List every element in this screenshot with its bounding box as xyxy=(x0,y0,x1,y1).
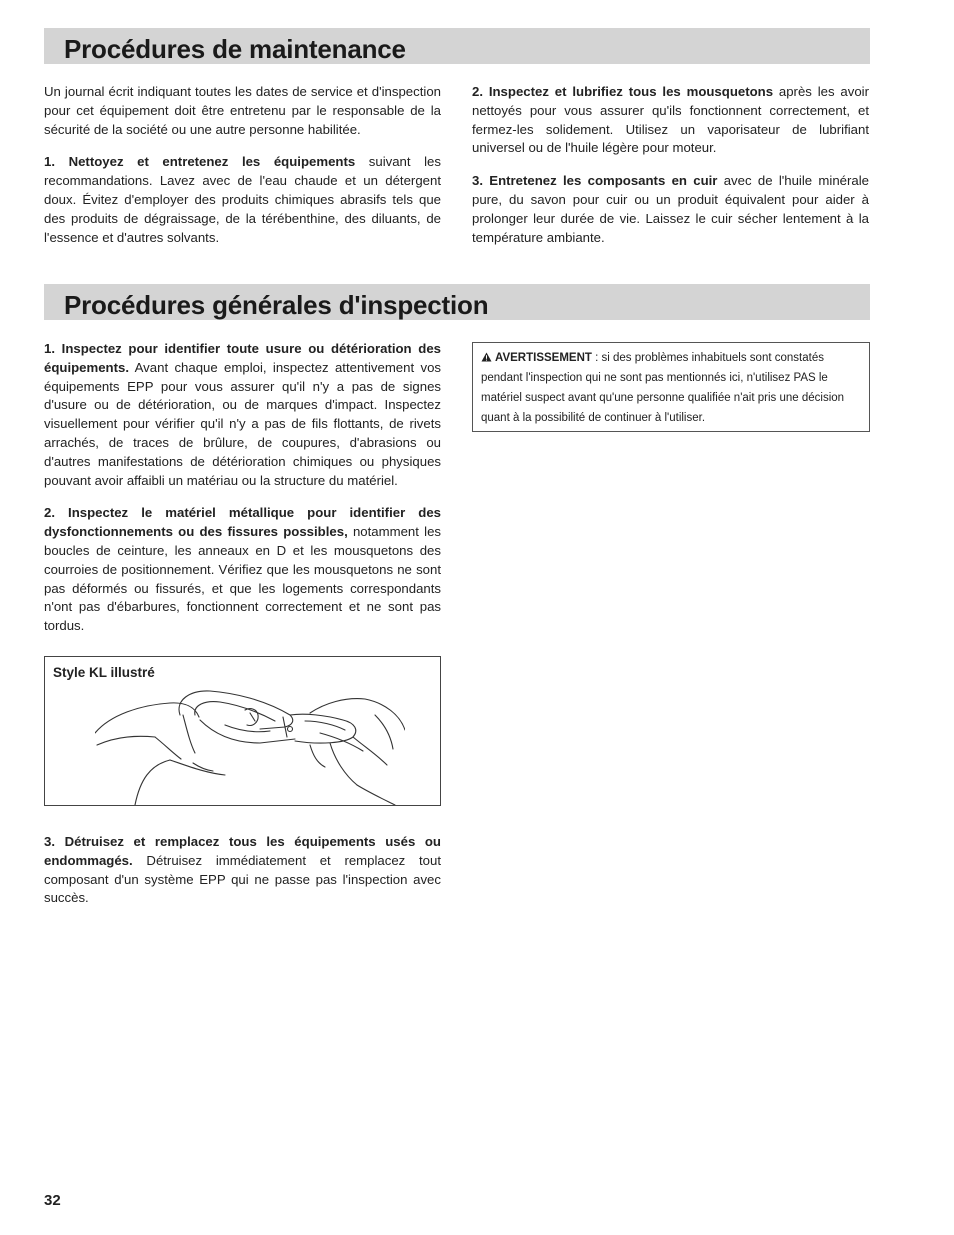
warning-label: AVERTISSEMENT xyxy=(495,352,592,364)
inspection-left-column xyxy=(44,340,441,650)
maintenance-item-1 xyxy=(44,153,441,247)
maintenance-item-2-text: après les avoir nettoyés pour vous assurer qu'ils fonctionnent correctement, et fermez-les solidement. Utilisez un vaporisateur de lubrifiant universel ou de l'huile légère pour moteur. xyxy=(472,84,869,156)
carabiner-hands-illustration xyxy=(95,685,405,805)
maintenance-item-2 xyxy=(472,83,869,158)
inspection-item-3-heading: 3. Détruisez et remplacez tous les équipements usés ou endommagés. xyxy=(44,834,441,868)
inspection-item-1-heading: 1. Inspectez pour identifier toute usure ou détérioration des équipements. xyxy=(44,341,441,375)
maintenance-title: Procédures de maintenance xyxy=(64,34,406,64)
warning-text: : si des problèmes inhabituels sont constatés pendant l'inspection qui ne sont pas mentionnés ici, n'utilisez PAS le matériel suspect avant qu'une personne qualifiée n'ait pris une décision quant à la possibilité de continuer à l'utiliser. xyxy=(481,352,845,424)
inspection-item-2-heading: 2. Inspectez le matériel métallique pour identifier des dysfonctionnements ou des fissures possibles, xyxy=(44,505,441,540)
inspection-item-1-text: Avant chaque emploi, inspectez attentivement vos équipements EPP pour vous assurer qu'il n'y a pas de signes d'usure ou de détérioration, ou de marques d'impact. Inspectez visuellement pour vérifier qu'il n'y a pas de fils flottants, de rivets arrachés, de traces de brûlure, de coupures, d'abrasions ou d'autres manifestations de détérioration chimiques ou physiques pouvant avoir affaibli un matériau ou la structure du matériel. xyxy=(44,359,441,488)
maintenance-item-3-text: avec de l'huile minérale pure, du savon pour cuir ou un produit équivalent pour aider à prolonger leur durée de vie. Laissez le cuir sécher lentement à la température ambiante. xyxy=(472,173,869,245)
maintenance-header xyxy=(44,28,870,64)
maintenance-left-column xyxy=(44,83,441,261)
inspection-item-1 xyxy=(44,340,441,490)
inspection-item-3 xyxy=(44,833,441,908)
maintenance-item-3 xyxy=(472,172,869,247)
inspection-item-3-text: Détruisez immédiatement et remplacez tout composant d'un système EPP qui ne passe pas l'inspection avec succès. xyxy=(44,852,441,906)
maintenance-intro: Un journal écrit indiquant toutes les dates de service et d'inspection pour cet équipement doit être entretenu par le responsable de la sécurité de la société ou une autre personne habilitée. xyxy=(44,84,441,137)
maintenance-right-column xyxy=(472,83,869,261)
inspection-header xyxy=(44,284,870,320)
inspection-item-2 xyxy=(44,504,441,636)
inspection-title: Procédures générales d'inspection xyxy=(64,290,489,320)
maintenance-item-3-heading: 3. Entretenez les composants en cuir xyxy=(472,173,718,189)
warning-box xyxy=(472,342,870,432)
inspection-left-column-bottom xyxy=(44,833,441,922)
page-number: 32 xyxy=(44,1192,61,1209)
maintenance-item-1-text: suivant les recommandations. Lavez avec de l'eau chaude et un détergent doux. Évitez d'employer des produits chimiques abrasifs tels que des produits de dégraissage, de la térébenthine, des diluants, de l'essence et d'autres solvants. xyxy=(44,154,441,245)
maintenance-item-2-heading: 2. Inspectez et lubrifiez tous les mousquetons xyxy=(472,84,774,99)
figure-box xyxy=(44,656,441,806)
figure-caption: Style KL illustré xyxy=(53,665,155,680)
inspection-item-2-text: notamment les boucles de ceinture, les anneaux en D et les mousquetons des courroies de positionnement. Vérifiez que les mousquetons ne sont pas déformés ou fissurés, et que les logements correspondants n'ont pas d'ébarbures, fonctionnent correctement et ne sont pas tordus. xyxy=(44,524,441,634)
warning-triangle-icon xyxy=(481,352,492,362)
maintenance-item-1-heading: 1. Nettoyez et entretenez les équipements xyxy=(44,154,356,170)
